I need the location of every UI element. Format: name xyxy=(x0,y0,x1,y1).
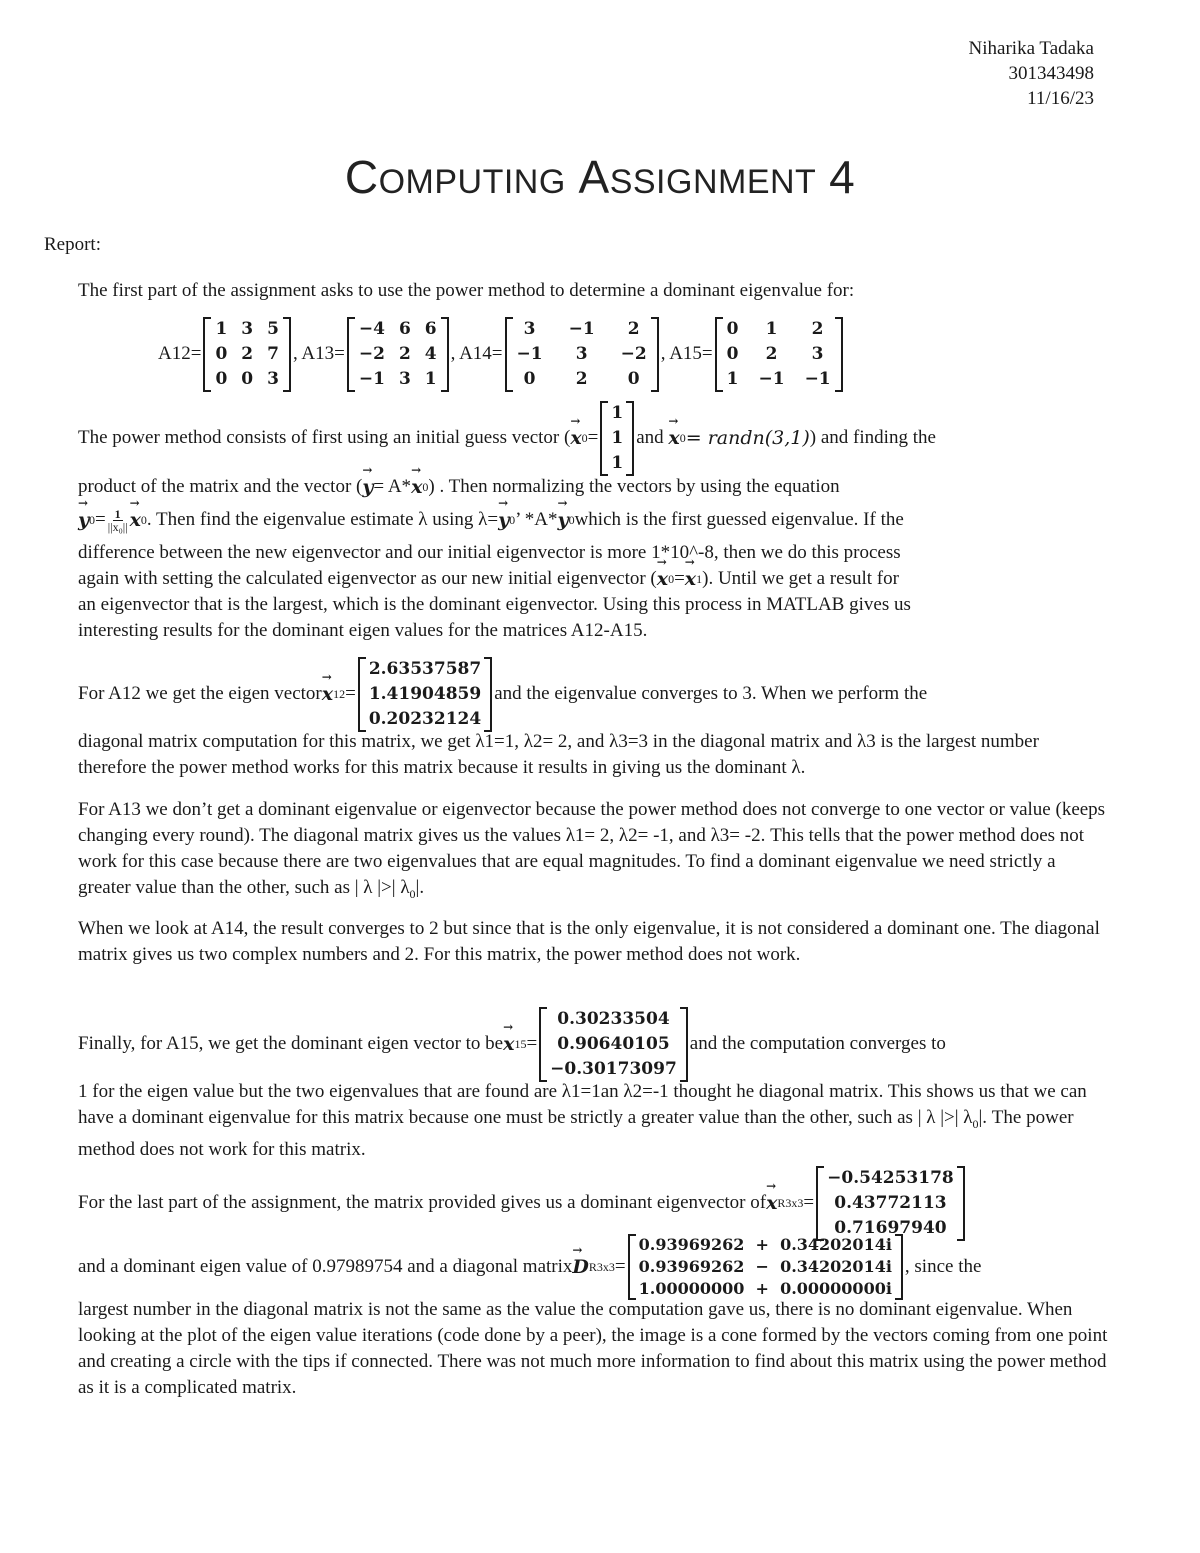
matrix-cell: 3 xyxy=(575,343,588,364)
vector-entry: 0.93969262 − 0.34202014i xyxy=(638,1257,892,1276)
matrix-cell: −2 xyxy=(620,343,647,364)
matrix-a12 xyxy=(203,317,291,392)
matrix-cell: −1 xyxy=(516,343,543,364)
matrix-cell: 2 xyxy=(627,318,640,339)
matrix-a15 xyxy=(715,317,843,392)
matrix-cell: 0 xyxy=(726,318,739,339)
matrix-cell: 0 xyxy=(523,368,536,389)
matrix-cell: 3 xyxy=(241,318,254,339)
last-paragraph: largest number in the diagonal matrix is not the same as the value the computation gave us, there is no dominant eigenvalue. When looking at the plot of the eigen value iterations (code done by a peer), the image is a cone formed by the vectors coming from one point and creating a circle with the tips if connected. There was not much more information to find about this matrix using the power method as it is a complicated matrix. xyxy=(78,1299,1108,1398)
matrix-a13 xyxy=(347,317,449,392)
matrix-cell: 3 xyxy=(523,318,536,339)
author-header xyxy=(969,36,1094,111)
last-line-2: and a dominant eigen value of 0.97989754 and a diagonal matrix → D R3x3 = 0.93969262 + 0.34202014i 0.93969262 − 0.34202014i 1.00000000 + 0.00000000i , since the xyxy=(78,1234,981,1300)
power-line-2: product of the matrix and the vector ( → y = A* → x 0 ) . Then normalizing the vectors by using the equation xyxy=(78,474,840,500)
matrix-cell: 2 xyxy=(241,343,254,364)
vector-entry: 2.63537587 xyxy=(368,658,482,679)
power-line-4: difference between the new eigenvector and our initial eigenvector is more 1*10^-8, then we do this process xyxy=(78,542,901,563)
vector-entry: 1 xyxy=(611,427,624,448)
matrix-cell: 1 xyxy=(726,368,739,389)
date: 11/16/23 xyxy=(1027,88,1094,109)
vector-entry: 0.90640105 xyxy=(557,1033,670,1054)
matrix-cell: 2 xyxy=(765,343,778,364)
vector-entry: 0.20232124 xyxy=(368,708,482,729)
vector-entry: 1.41904859 xyxy=(368,683,482,704)
author-name: Niharika Tadaka xyxy=(968,38,1094,59)
power-line-1: The power method consists of first using an initial guess vector ( → x 0 = 1 1 1 and → x 0 = randn(3,1) ) and finding the xyxy=(78,403,936,473)
matrix-cell: 2 xyxy=(575,368,588,389)
matrix-cell: 6 xyxy=(424,318,437,339)
matrix-cell: −4 xyxy=(358,318,385,339)
matrix-cell: 4 xyxy=(424,343,437,364)
matrix-cell: 1 xyxy=(215,318,228,339)
vector-entry: 0.93969262 + 0.34202014i xyxy=(638,1235,892,1254)
matrix-cell: 2 xyxy=(811,318,824,339)
matrix-cell: −1 xyxy=(568,318,595,339)
vector-entry: 0.71697940 xyxy=(834,1217,947,1238)
matrix-cell: 5 xyxy=(267,318,279,339)
vector-entry: 1 xyxy=(611,452,624,473)
a15-line: Finally, for A15, we get the dominant eigen vector to be → x 15 = 0.30233504 0.90640105 −0.30173097 and the computation converges to xyxy=(78,1009,946,1079)
diagonal-matrix xyxy=(628,1234,903,1300)
matrices-line: A12= 1 3 5 0 2 7 0 0 3 , A13= −4 6 6 −2 2 4 −1 3 1 , A14= 3 −1 2 −1 3 −2 0 2 0 , A15= 0 1 2 0 2 3 1 −1 −1 xyxy=(158,320,845,388)
vector-entry: 0.30233504 xyxy=(557,1008,670,1029)
matrix-cell: 3 xyxy=(398,368,411,389)
vector-entry: 1.00000000 + 0.00000000i xyxy=(638,1279,892,1298)
matrix-a14 xyxy=(505,317,659,392)
matrix-cell: 6 xyxy=(398,318,411,339)
matrix-cell: 0 xyxy=(241,368,254,389)
vector-entry: −0.30173097 xyxy=(550,1058,677,1079)
vector-entry: −0.54253178 xyxy=(827,1167,954,1188)
matrix-cell: 0 xyxy=(215,343,228,364)
page-title: COMPUTING ASSIGNMENT 4 xyxy=(344,151,856,203)
vector-entry: 0.43772113 xyxy=(834,1192,947,1213)
matrix-cell: 7 xyxy=(267,343,279,364)
a12-line: For A12 we get the eigen vector → x 12 = 2.63537587 1.41904859 0.20232124 and the eigenvalue converges to 3. When we perform the xyxy=(78,659,927,729)
dominant-eigenvector xyxy=(816,1166,965,1241)
matrix-cell: 0 xyxy=(726,343,739,364)
matrix-cell: 2 xyxy=(398,343,411,364)
last-line-1: For the last part of the assignment, the matrix provided gives us a dominant eigenvector of → x R3x3 = −0.54253178 0.43772113 0.71697940 xyxy=(78,1168,967,1238)
matrix-cell: −2 xyxy=(358,343,385,364)
matrix-cell: −1 xyxy=(358,368,385,389)
power-line-7: interesting results for the dominant eigen values for the matrices A12-A15. xyxy=(78,620,648,641)
matrix-cell: 3 xyxy=(267,368,279,389)
eigenvector-a15 xyxy=(539,1007,688,1082)
vector-entry: 1 xyxy=(611,402,624,423)
ones-vector xyxy=(600,401,634,476)
intro-text: The first part of the assignment asks to use the power method to determine a dominant eigenvalue for: xyxy=(78,280,855,301)
student-id: 301343498 xyxy=(1008,63,1094,84)
power-line-3: → y 0 = $\frac{1}{\text{||x₀||}}$ → x 0 . Then find the eigenvalue estimate λ using λ= → y 0 ’ *A* → y 0 which is the first guessed eigenvalue. If the xyxy=(78,505,904,535)
matrix-cell: 1 xyxy=(424,368,437,389)
eigenvector-a12 xyxy=(358,657,492,732)
matrix-cell: −1 xyxy=(758,368,785,389)
a15-paragraph: 1 for the eigen value but the two eigenvalues that are found are λ1=1an λ2=-1 thought he diagonal matrix. This shows us that we can have a dominant eigenvalue for this matrix because one must be strictly a greater value than the other, such as | λ |>| $\lambda_0|$. The power method does not work for this matrix. xyxy=(78,1081,1087,1160)
power-line-6: an eigenvector that is the largest, which is the dominant eigenvector. Using this process in MATLAB gives us xyxy=(78,594,911,615)
a13-paragraph: For A13 we don’t get a dominant eigenvalue or eigenvector because the power method does not converge to one vector or value (keeps changing every round). The diagonal matrix gives us the values λ1= 2, λ2= -1, and λ3= -2. This tells that the power method does not work for this case because there are two eigenvalues that are equal magnitudes. To find a dominant eigenvalue we need strictly a greater value than the other, such as | λ |>| $\lambda_0|$. xyxy=(78,799,1106,901)
matrix-cell: 1 xyxy=(765,318,778,339)
report-label: Report: xyxy=(44,234,101,255)
a14-paragraph: When we look at A14, the result converges to 2 but since that is the only eigenvalue, it is not considered a dominant one. The diagonal matrix gives us two complex numbers and 2. For this matrix, the power method does not work. xyxy=(78,918,1100,965)
a12-paragraph: diagonal matrix computation for this matrix, we get λ1=1, λ2= 2, and λ3=3 in the diagonal matrix and λ3 is the largest number therefore the power method works for this matrix because it results in giving us the dominant λ. xyxy=(78,731,1039,778)
matrix-cell: 0 xyxy=(215,368,228,389)
matrix-cell: −1 xyxy=(804,368,831,389)
matrix-cell: 0 xyxy=(627,368,640,389)
power-line-5: again with setting the calculated eigenvector as our new initial eigenvector ( → x 0 = → x 1 ). Until we get a result for xyxy=(78,566,899,592)
matrix-cell: 3 xyxy=(811,343,824,364)
